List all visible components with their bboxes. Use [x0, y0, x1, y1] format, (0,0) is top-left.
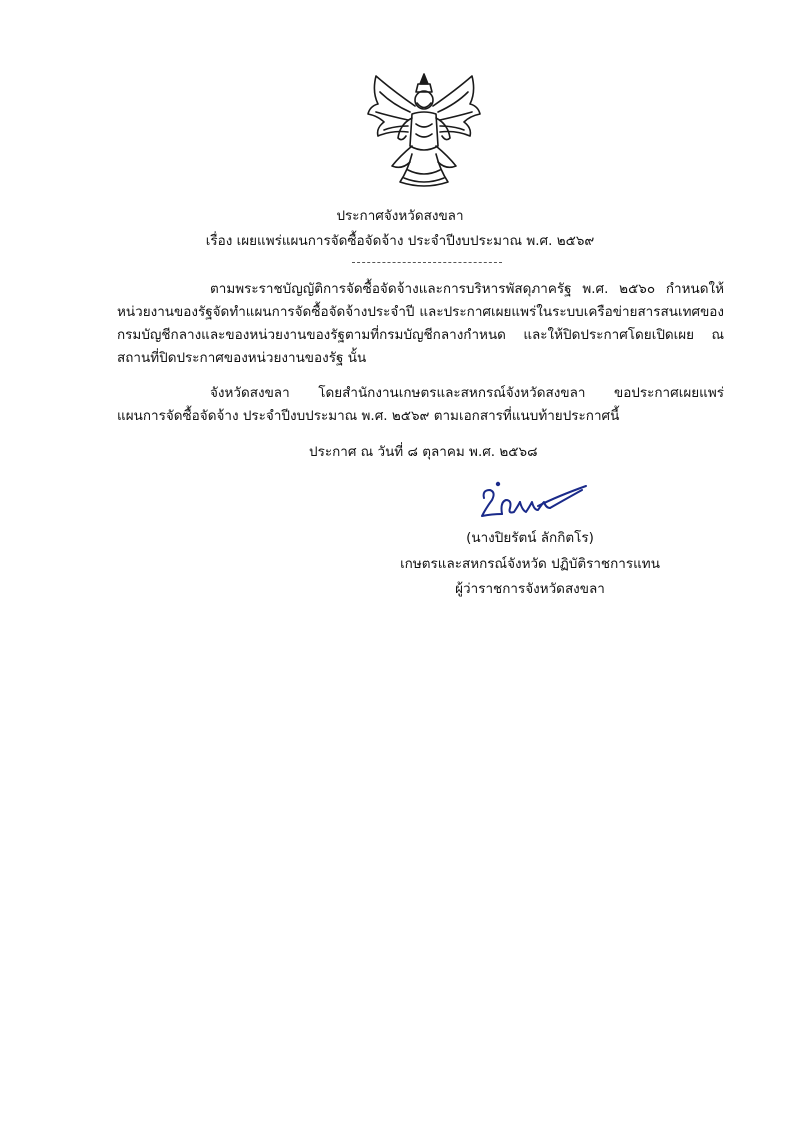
garuda-emblem-icon [362, 70, 486, 192]
body-paragraph-1: ตามพระราชบัญญัติการจัดซื้อจัดจ้างและการบริหารพัสดุภาครัฐ พ.ศ. ๒๕๖๐ กำหนดให้หน่วยงานของรัฐจัดทำแผนการจัดซื้อจัดจ้างประจำปี และประกาศเผยแพร่ในระบบเครือข่ายสารสนเทศของกรมบัญชีกลางและของหน่วยงานของรัฐตามที่กรมบัญชีกลางกำหนด และให้ปิดประกาศโดยเปิดเผย ณ สถานที่ปิดประกาศของหน่วยงานของรัฐ นั้น [117, 281, 724, 366]
document-subject: เรื่อง เผยแพร่แผนการจัดซื้อจัดจ้าง ประจำปีงบประมาณ พ.ศ. ๒๕๖๙ [205, 233, 595, 249]
signatory-position: เกษตรและสหกรณ์จังหวัด ปฏิบัติราชการแทน [400, 556, 660, 572]
document-title: ประกาศจังหวัดสงขลา [336, 208, 464, 224]
signatory-name: (นางปิยรัตน์ ลักกิตโร) [466, 530, 594, 546]
body-paragraph-2: จังหวัดสงขลา โดยสำนักงานเกษตรและสหกรณ์จังหวัดสงขลา ขอประกาศเผยแพร่แผนการจัดซื้อจัดจ้าง ประจำปีงบประมาณ พ.ศ. ๒๕๖๙ ตามเอกสารที่แนบท้ายประกาศนี้ [117, 385, 724, 424]
signatory-position-secondary: ผู้ว่าราชการจังหวัดสงขลา [455, 581, 605, 597]
divider [352, 262, 502, 263]
handwritten-signature-icon [478, 476, 590, 522]
announcement-date: ประกาศ ณ วันที่ ๘ ตุลาคม พ.ศ. ๒๕๖๘ [309, 444, 538, 460]
